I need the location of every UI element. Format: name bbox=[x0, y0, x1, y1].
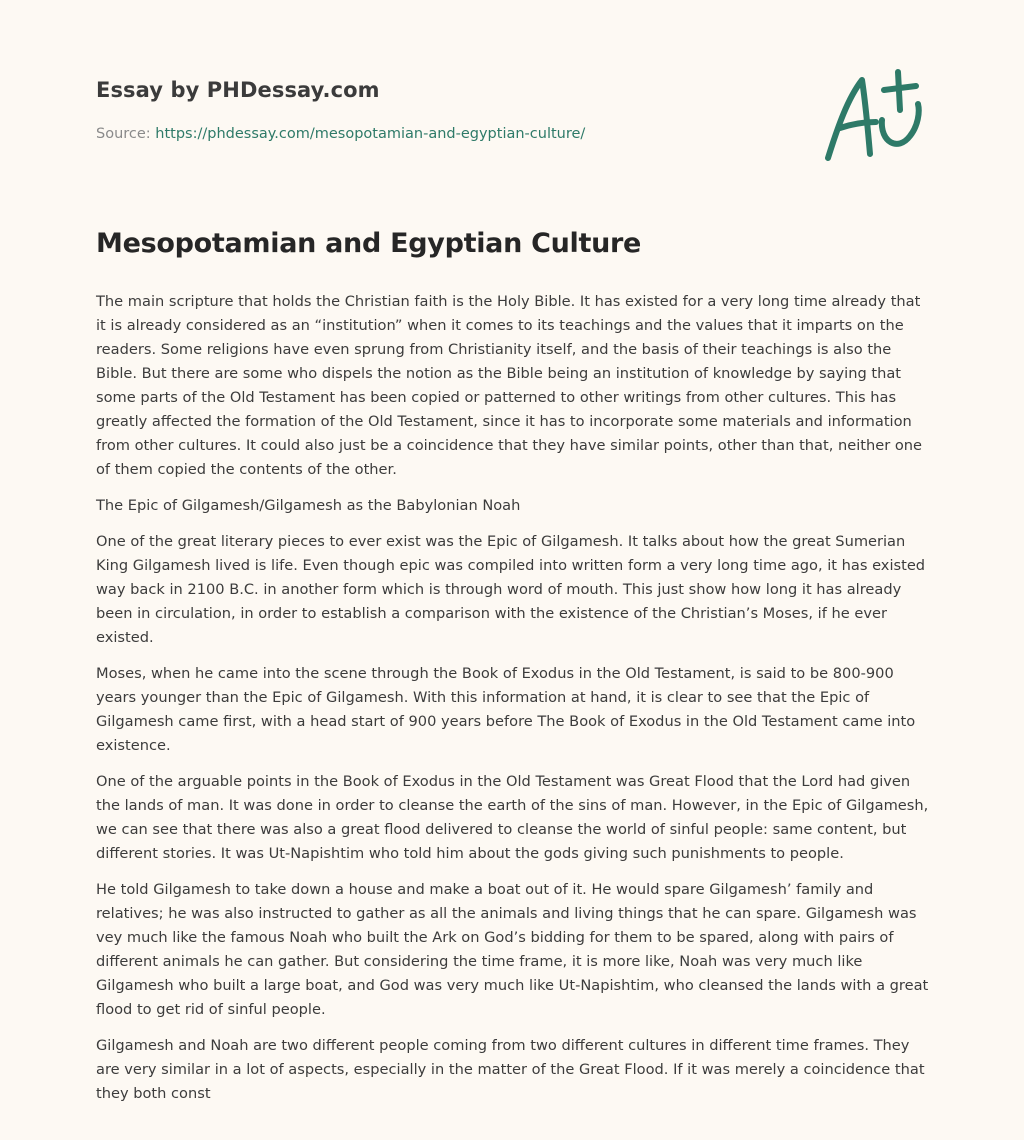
source-label: Source: bbox=[96, 126, 156, 142]
section-heading: The Epic of Gilgamesh/Gilgamesh as the Babylonian Noah bbox=[96, 497, 521, 514]
paragraph: The main scripture that holds the Christian faith is the Holy Bible. It has existed for a very long time already that it is already considered as an “institution” when it comes to its teachings and the values that it imparts on the readers. Some religions have even sprung from Christianity itself, and the basis of their teachings is also the Bible. But there are some who dispels the notion as the Bible being an institution of knowledge by saying that some parts of the Old Testament has been copied or patterned to other writings from other cultures. This has greatly affected the formation of the Old Testament, since it has to incorporate some materials and information from other cultures. It could also just be a coincidence that they have similar points, other than that, neither one of them copied the contents of the other. bbox=[96, 293, 923, 478]
a-plus-grade-icon bbox=[818, 66, 930, 166]
paragraph: He told Gilgamesh to take down a house and make a boat out of it. He would spare Gilgamesh’ family and relatives; he was also instructed to gather as all the animals and living things that he can spare. Gilgamesh was vey much like the famous Noah who built the Ark on God’s bidding for them to be spared, along with pairs of different animals he can gather. But considering the time frame, it is more like, Noah was very much like Gilgamesh who built a large boat, and God was very much like Ut-Napishtim, who cleansed the lands with a great flood to get rid of sinful people. bbox=[96, 881, 929, 1018]
paragraph: Moses, when he came into the scene through the Book of Exodus in the Old Testament, is said to be 800-900 years younger than the Epic of Gilgamesh. With this information at hand, it is clear to see that the Epic of Gilgamesh came first, with a head start of 900 years before The Book of Exodus in the Old Testament came into existence. bbox=[96, 665, 916, 754]
paragraph: One of the great literary pieces to ever exist was the Epic of Gilgamesh. It talks about how the great Sumerian King Gilgamesh lived is life. Even though epic was compiled into written form a very long time ago, it has existed way back in 2100 B.C. in another form which is through word of mouth. This just show how long it has already been in circulation, in order to establish a comparison with the existence of the Christian’s Moses, if he ever existed. bbox=[96, 533, 926, 646]
paragraph: Gilgamesh and Noah are two different people coming from two different cultures in different time frames. They are very similar in a lot of aspects, especially in the matter of the Great Flood. If it was merely a coincidence that they both const bbox=[96, 1037, 925, 1102]
essay-article bbox=[96, 222, 930, 1118]
source-link[interactable]: https://phdessay.com/mesopotamian-and-egyptian-culture/ bbox=[155, 126, 586, 142]
paragraph: One of the arguable points in the Book of Exodus in the Old Testament was Great Flood that the Lord had given the lands of man. It was done in order to cleanse the earth of the sins of man. However, in the Epic of Gilgamesh, we can see that there was also a great flood delivered to cleanse the world of sinful people: same content, but different stories. It was Ut-Napishtim who told him about the gods giving such punishments to people. bbox=[96, 773, 929, 862]
source-line bbox=[96, 124, 796, 144]
site-title: Essay by PHDessay.com bbox=[96, 78, 380, 102]
essay-header bbox=[96, 76, 796, 144]
article-title: Mesopotamian and Egyptian Culture bbox=[96, 228, 642, 259]
